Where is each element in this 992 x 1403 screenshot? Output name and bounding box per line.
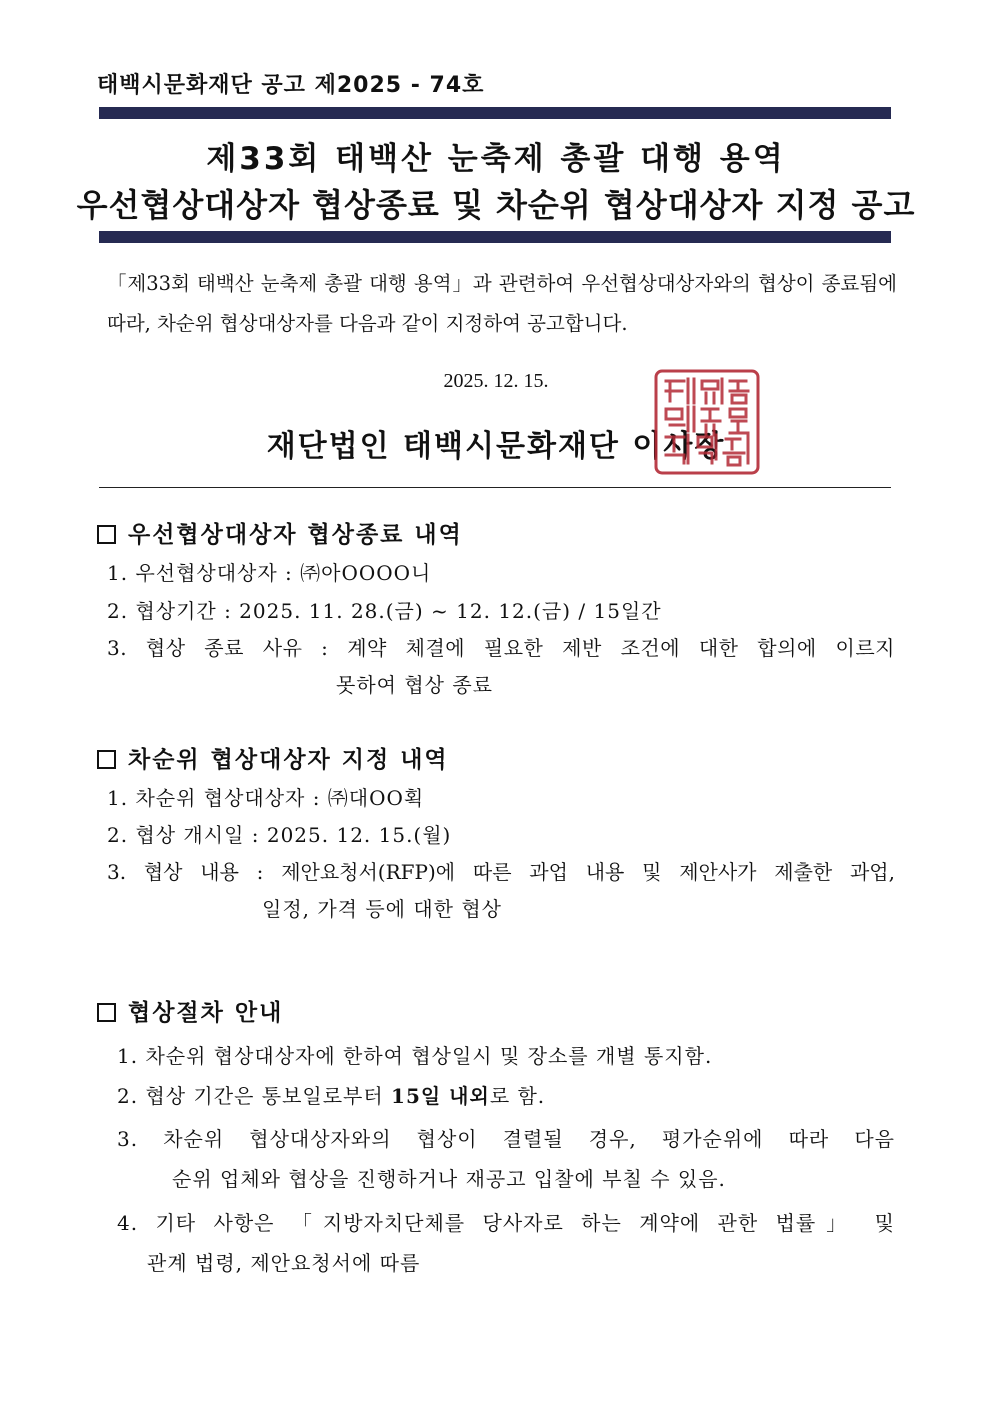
bottom-title-bar — [99, 231, 891, 243]
section2-item-2: 2. 협상 개시일 : 2025. 12. 15.(월) — [107, 823, 452, 847]
section1-item-2: 2. 협상기간 : 2025. 11. 28.(금) ~ 12. 12.(금) / 15일간 — [107, 599, 662, 623]
title-line-2: 우선협상대상자 협상종료 및 차순위 협상대상자 지정 공고 — [76, 186, 916, 224]
notice-number: 태백시문화재단 공고 제2025 - 74호 — [97, 73, 485, 98]
section1-item-3-cont: 못하여 협상 종료 — [336, 673, 493, 697]
section-heading-next-designation — [97, 741, 449, 774]
section3-heading-text: 협상절차 안내 — [128, 999, 284, 1026]
section1-item-3: 3. 협상 종료 사유 : 계약 체결에 필요한 제반 조건에 대한 합의에 이르지 — [107, 636, 895, 660]
section1-heading-text: 우선협상대상자 협상종료 내역 — [128, 521, 463, 548]
checkbox-square-icon — [97, 750, 116, 769]
section3-item-3: 3. 차순위 협상대상자와의 협상이 결렬될 경우, 평가순위에 따라 다음 — [117, 1127, 895, 1151]
section1-item-1: 1. 우선협상대상자 : ㈜아OOOO니 — [107, 561, 432, 585]
section3-item-2-text: 2. 협상 기간은 통보일로부터 — [117, 1084, 392, 1108]
section-heading-negotiation-end — [97, 516, 463, 549]
section3-item-3-cont: 순위 업체와 협상을 진행하거나 재공고 입찰에 부칠 수 있음. — [172, 1167, 726, 1191]
section3-item-2-suffix: 로 함. — [489, 1084, 546, 1108]
section2-item-3-cont: 일정, 가격 등에 대한 협상 — [262, 897, 502, 921]
section2-item-3: 3. 협상 내용 : 제안요청서(RFP)에 따른 과업 내용 및 제안사가 제출한 과업, — [107, 860, 895, 884]
section-heading-procedure — [97, 994, 283, 1027]
section3-item-4: 4. 기타 사항은 「지방자치단체를 당사자로 하는 계약에 관한 법률」 및 — [117, 1211, 895, 1235]
issuer-name: 재단법인 태백시문화재단 이사장 — [266, 429, 726, 464]
section3-item-2-emphasis: 15일 내외 — [391, 1084, 490, 1108]
section2-heading-text: 차순위 협상대상자 지정 내역 — [128, 746, 449, 773]
checkbox-square-icon — [97, 1003, 116, 1022]
divider-line — [99, 487, 891, 488]
title-line-1: 제33회 태백산 눈축제 총괄 대행 용역 — [206, 141, 786, 177]
checkbox-square-icon — [97, 525, 116, 544]
section2-item-1: 1. 차순위 협상대상자 : ㈜대OO획 — [107, 786, 425, 810]
top-title-bar — [99, 107, 891, 119]
section3-item-4-cont: 관계 법령, 제안요청서에 따름 — [147, 1251, 421, 1275]
section3-item-2 — [117, 1080, 545, 1109]
official-seal-stamp — [652, 367, 762, 477]
section3-item-1: 1. 차순위 협상대상자에 한하여 협상일시 및 장소를 개별 통지함. — [117, 1044, 713, 1068]
intro-paragraph: 「제33회 태백산 눈축제 총괄 대행 용역」과 관련하여 우선협상대상자와의 협상이 종료됨에 따라, 차순위 협상대상자를 다음과 같이 지정하여 공고합니다. — [107, 272, 897, 335]
notice-date: 2025. 12. 15. — [443, 370, 549, 392]
